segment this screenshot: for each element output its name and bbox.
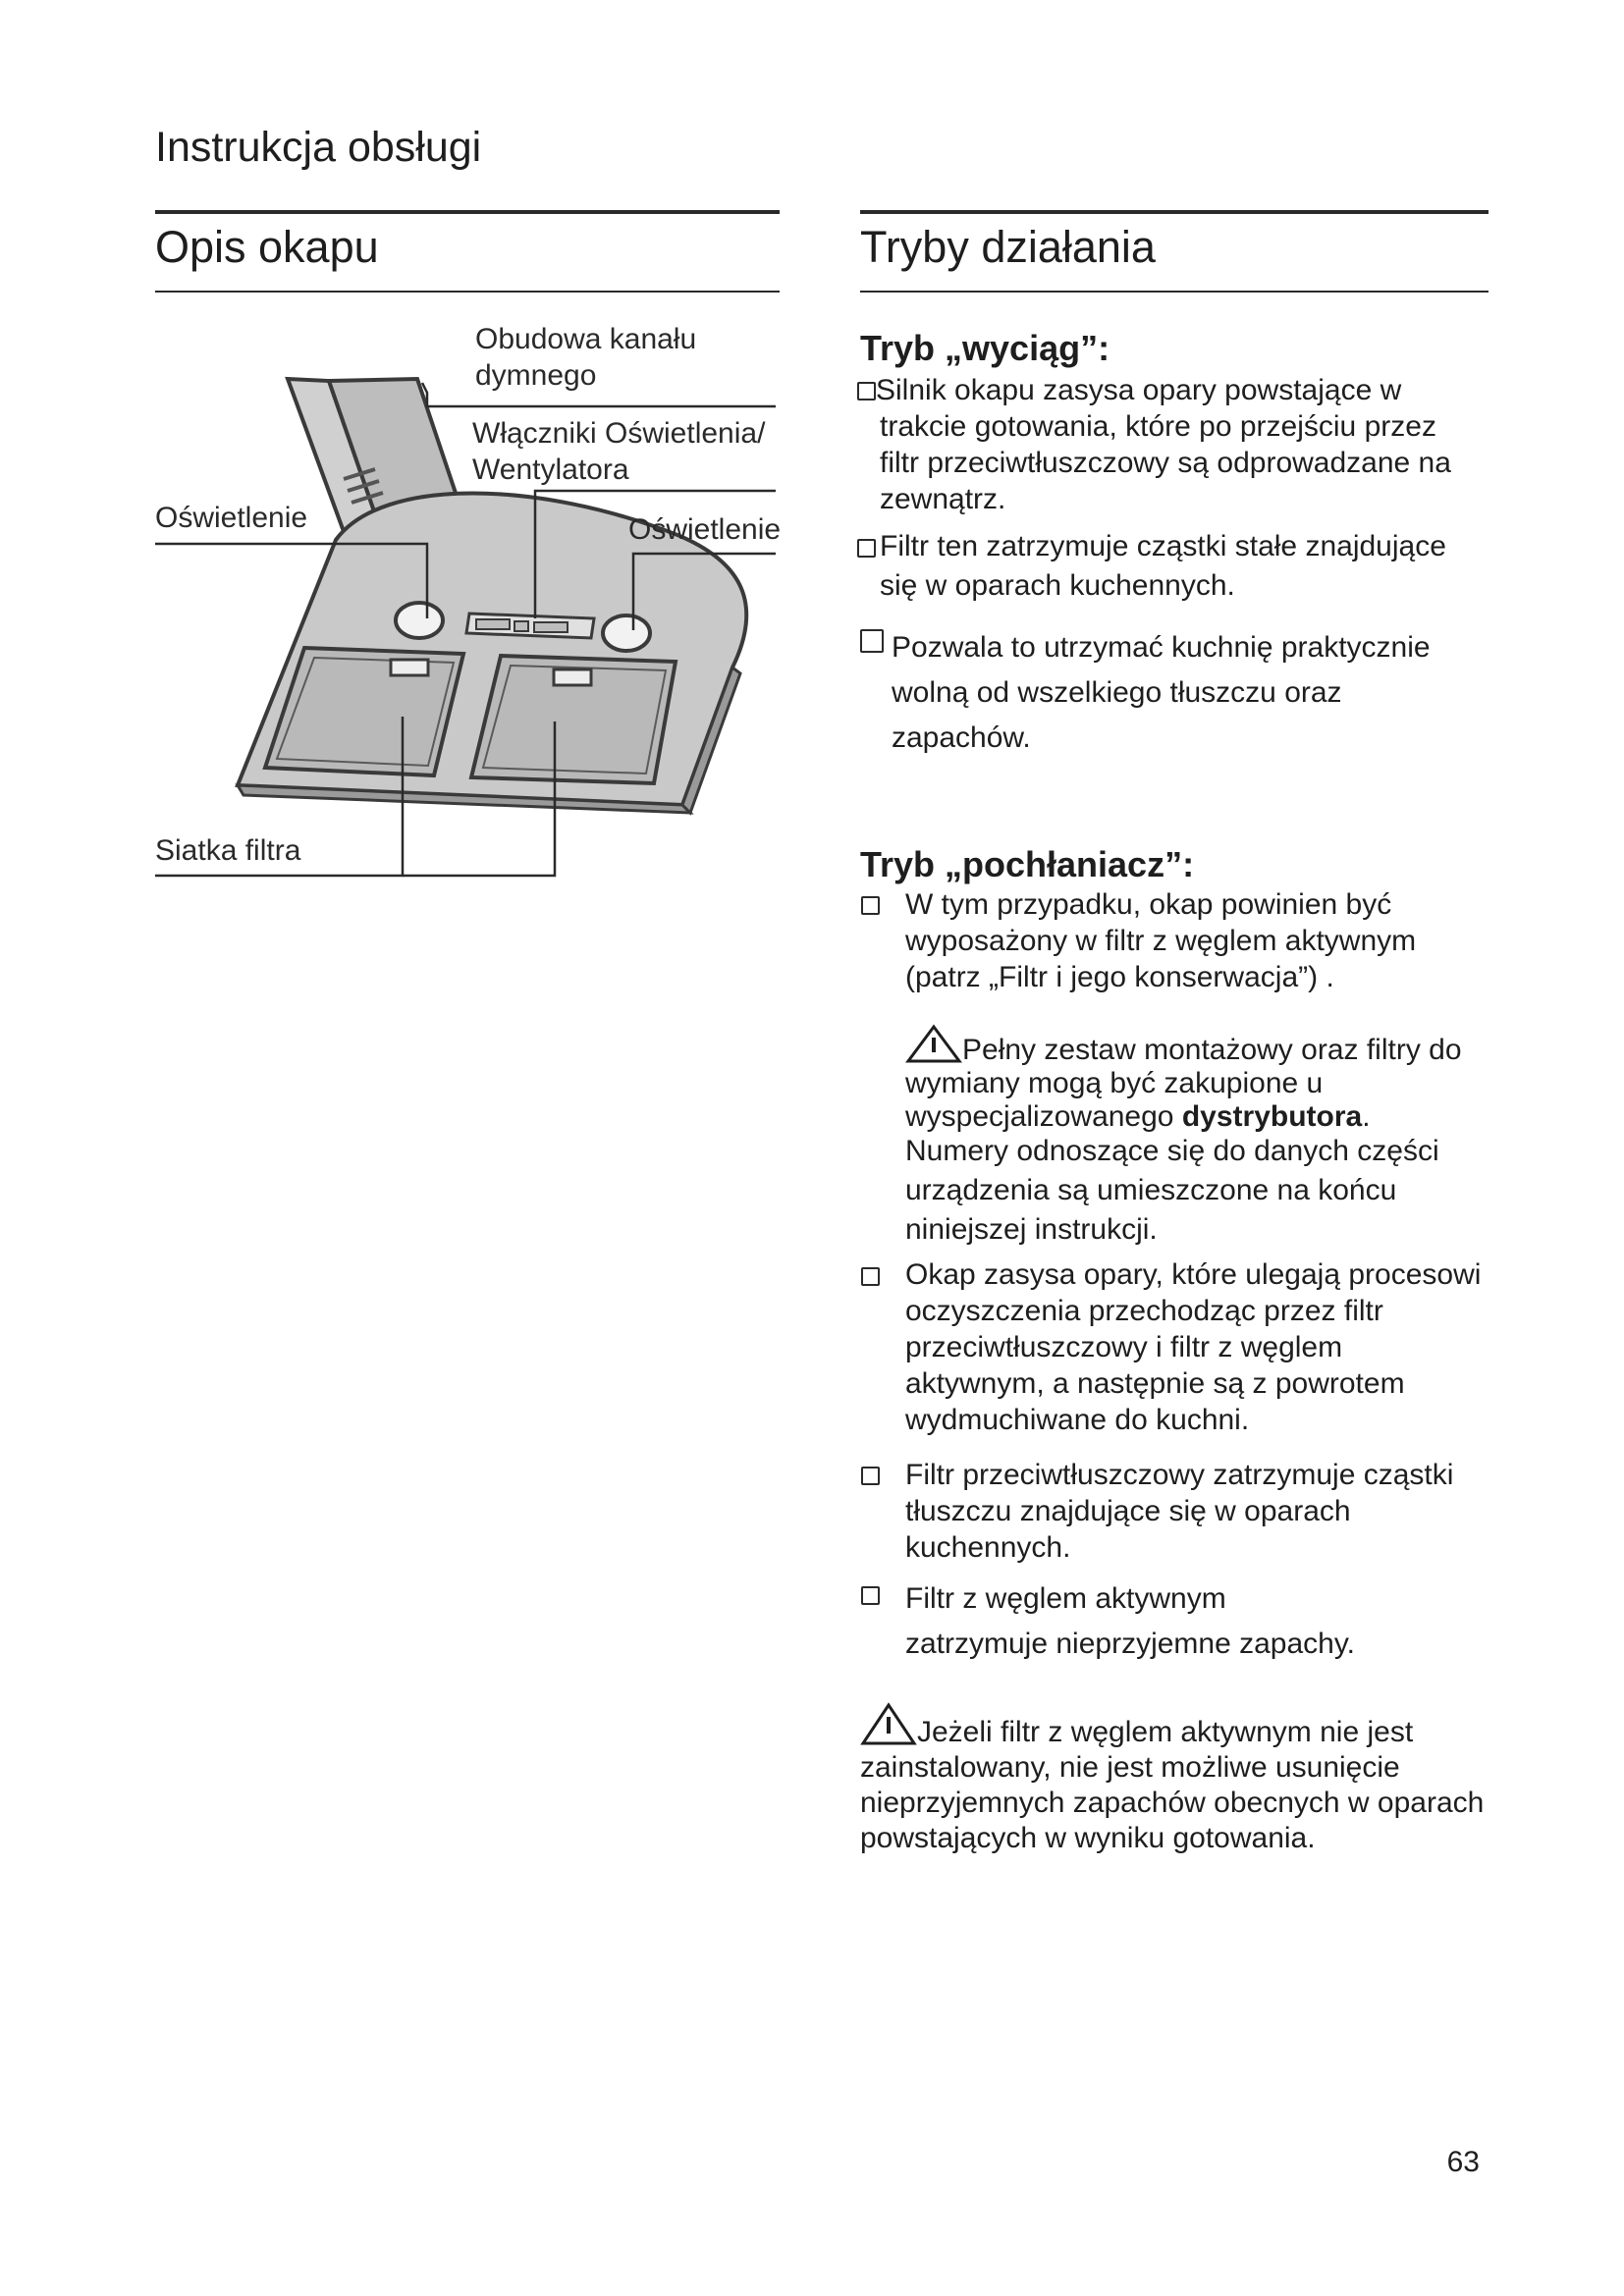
warning-kit-note — [905, 1024, 1475, 1134]
label-light-left: Oświetlenie — [155, 502, 308, 534]
mode-recirculation-item-4: Filtr z węglem aktywnym zatrzymuje nieprzyjemne zapachy. — [905, 1582, 1355, 1660]
label-filter-mesh: Siatka filtra — [155, 834, 301, 867]
document-title: Instrukcja obsługi — [155, 124, 482, 171]
page-number: 63 — [1446, 2146, 1480, 2178]
warning-carbon-text: Jeżeli filtr z węglem aktywnym nie jest zainstalowany, nie jest możliwe usunięcie nieprzyjemnych zapachów obecnych w oparach powstających w wyniku gotowania. — [860, 1716, 1485, 1854]
mode-extraction-item-3: Pozwala to utrzymać kuchnię praktycznie wolną od wszelkiego tłuszczu oraz zapachów. — [892, 631, 1431, 754]
mode-extraction-title: Tryb „wyciąg”: — [860, 328, 1110, 368]
warning-triangle-icon — [860, 1702, 917, 1745]
checkbox-bullet-icon — [861, 1467, 880, 1485]
mode-recirculation-item-1: W tym przypadku, okap powinien być wyposażony w filtr z węglem aktywnym (patrz „Filtr i jego konserwacja”) . — [905, 888, 1417, 993]
checkbox-bullet-icon — [861, 896, 880, 915]
parts-numbers-note: Numery odnoszące się do danych części urządzenia są umieszczone na końcu niniejszej instrukcji. — [905, 1135, 1439, 1246]
right-top-rule — [860, 210, 1489, 214]
mode-recirculation-item-2: Okap zasysa opary, które ulegają procesowi oczyszczenia przechodząc przez filtr przeciwtłuszczowy i filtr z węglem aktywnym, a następnie są z powrotem wydmuchiwane do kuchni. — [905, 1258, 1482, 1436]
left-top-rule — [155, 210, 780, 214]
light-left-shape — [396, 603, 443, 638]
checkbox-bullet-icon — [857, 539, 876, 558]
right-title-underline — [860, 291, 1489, 293]
checkbox-bullet-icon — [857, 382, 876, 400]
checkbox-bullet-icon — [861, 1267, 880, 1286]
range-hood-diagram — [147, 314, 795, 893]
warning-kit-distributor: dystrybutora — [1181, 1100, 1363, 1133]
warning-triangle-icon — [905, 1024, 962, 1063]
warning-kit-text: Pełny zestaw montażowy oraz filtry do wymiany mogą być zakupione u wyspecjalizowanego — [905, 1034, 1462, 1133]
checkbox-bullet-icon — [861, 1586, 880, 1605]
mode-extraction-item-1: Silnik okapu zasysa opary powstające w trakcie gotowania, które po przejściu przez filtr przeciwtłuszczowy są odprowadzane na zewnątrz. — [876, 374, 1451, 515]
section-title-hood-description: Opis okapu — [155, 222, 379, 272]
label-chimney-cover: Obudowa kanału dymnego — [475, 323, 697, 392]
checkbox-bullet-icon — [860, 629, 884, 653]
mode-extraction-item-2: Filtr ten zatrzymuje cząstki stałe znajdujące się w oparach kuchennych. — [880, 530, 1446, 602]
warning-kit-end: . — [1362, 1100, 1371, 1133]
mode-recirculation-item-3: Filtr przeciwtłuszczowy zatrzymuje cząstki tłuszczu znajdujące się w oparach kuchennych. — [905, 1459, 1454, 1564]
warning-carbon-filter — [860, 1702, 1489, 1856]
left-title-underline — [155, 291, 780, 293]
mode-recirculation-title: Tryb „pochłaniacz”: — [860, 844, 1195, 884]
label-switches: Włączniki Oświetlenia/ Wentylatora — [472, 417, 766, 486]
light-right-shape — [603, 615, 650, 651]
section-title-operating-modes: Tryby działania — [860, 222, 1156, 272]
label-light-right: Oświetlenie — [628, 513, 782, 546]
